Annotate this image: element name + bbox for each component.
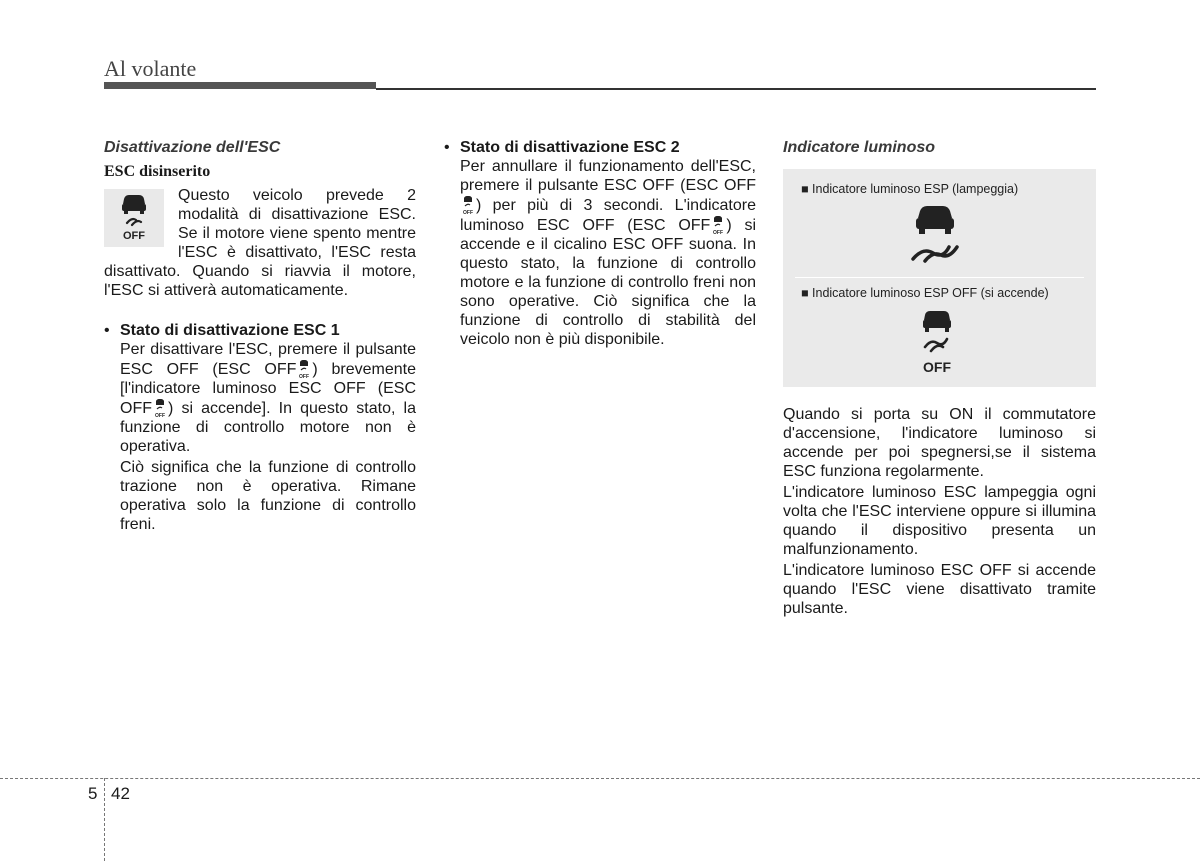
esc-off-inline-icon <box>711 215 725 235</box>
esc-off-inline-icon <box>153 398 167 418</box>
column-left <box>104 138 416 534</box>
bullet-title-esc-2: Stato di disattivazione ESC 2 <box>460 139 680 156</box>
section-subtitle: Disattivazione dell'ESC <box>104 139 281 156</box>
svg-text:OFF: OFF <box>713 230 724 235</box>
bullet-esc-2: • Stato di disattivazione ESC 2 Per annullare il funzionamento dell'ESC, premere il pulsante ESC OFF (ESC OFF OFF ) per più di 3 secondi. L'indicatore luminoso ESC OFF (ESC OFF OFF ) si accende e il cicalino ESC OFF suona. In questo stato, la funzione di controllo motore e la funzione di controllo freni non sono operative. Ciò significa che la funzione di controllo di stabilità del veicolo non è più disponibile. <box>444 139 757 348</box>
header-rule-thick <box>104 82 376 89</box>
footer-rule <box>0 778 1200 779</box>
footer-section-number: 5 <box>88 784 98 803</box>
esc-off-inline-icon <box>297 359 311 379</box>
intro-block <box>104 186 416 300</box>
section-subtitle-indicator: Indicatore luminoso <box>783 139 936 156</box>
footer-page-number: 42 <box>111 784 130 803</box>
bullet-esc-2-text: Per annullare il funzionamento dell'ESC, premere il pulsante ESC OFF (ESC OFF OFF ) per più di 3 secondi. L'indicatore luminoso ESC OFF (ESC OFF OFF ) si accende e il cicalino ESC OFF suona. In questo stato, la funzione di controllo motore e la funzione di controllo freni non sono operative. Ciò significa che la funzione di controllo di stabilità del veicolo non è più disponibile. <box>460 158 757 348</box>
svg-text:OFF: OFF <box>923 359 951 375</box>
svg-text:OFF: OFF <box>463 210 473 215</box>
esp-indicator-icon <box>905 203 965 265</box>
section-heading: ESC disinserito <box>104 163 211 180</box>
column-middle <box>440 138 756 349</box>
esc-off-inline-icon <box>461 195 475 215</box>
intro-text: Questo veicolo prevede 2 modalità di disattivazione ESC. Se il motore viene spento mentre l'ESC è disattivato, l'ESC resta disattivato. Quando si riavvia il motore, l'ESC si attiverà automaticamente. <box>104 187 416 299</box>
column-right <box>783 138 1096 618</box>
esc-off-icon <box>104 189 164 247</box>
indicator-paragraph-3: L'indicatore luminoso ESC OFF si accende quando l'ESC viene disattivato tramite pulsante. <box>783 562 1096 617</box>
page-header-title: Al volante <box>104 56 197 81</box>
svg-text:OFF: OFF <box>299 374 310 379</box>
bullet-esc-1: • Stato di disattivazione ESC 1 Per disattivare l'ESC, premere il pulsante ESC OFF (ESC OFF OFF ) brevemente [l'indicatore luminoso ESC OFF (ESC OFF OFF ) si accende]. In questo stato, la funzione di controllo motore non è operativa. Ciò significa che la funzione di controllo trazione non è operativa. Rimane operativa solo la funzione di controllo freni. <box>104 322 416 533</box>
indicator-paragraph-1: Quando si porta su ON il commutatore d'accensione, l'indicatore luminoso si accende per poi spegnersi,se il sistema ESC funziona regolarmente. <box>783 406 1096 480</box>
footer-vertical-rule <box>104 778 105 861</box>
panel-caption-esp-off: ■ Indicatore luminoso ESP OFF (si accende) <box>801 286 1049 300</box>
svg-text:OFF: OFF <box>155 413 165 418</box>
panel-caption-esp: ■ Indicatore luminoso ESP (lampeggia) <box>801 182 1019 196</box>
indicator-panel <box>783 169 1096 387</box>
bullet-esc-1-note: Ciò significa che la funzione di controllo trazione non è operativa. Rimane operativa solo la funzione di controllo freni. <box>120 459 416 533</box>
esp-off-indicator-icon <box>915 309 959 379</box>
svg-text:OFF: OFF <box>123 230 145 242</box>
header-rule-thin <box>376 88 1096 90</box>
bullet-esc-1-text: Per disattivare l'ESC, premere il pulsante ESC OFF (ESC OFF OFF ) brevemente [l'indicatore luminoso ESC OFF (ESC OFF OFF ) si accende]. In questo stato, la funzione di controllo motore non è operativa. <box>120 341 416 455</box>
bullet-title-esc-1: Stato di disattivazione ESC 1 <box>120 322 340 339</box>
indicator-paragraph-2: L'indicatore luminoso ESC lampeggia ogni volta che l'ESC interviene oppure si illumina quando il dispositivo presenta un malfunzionamento. <box>783 484 1096 558</box>
panel-divider <box>795 277 1084 278</box>
